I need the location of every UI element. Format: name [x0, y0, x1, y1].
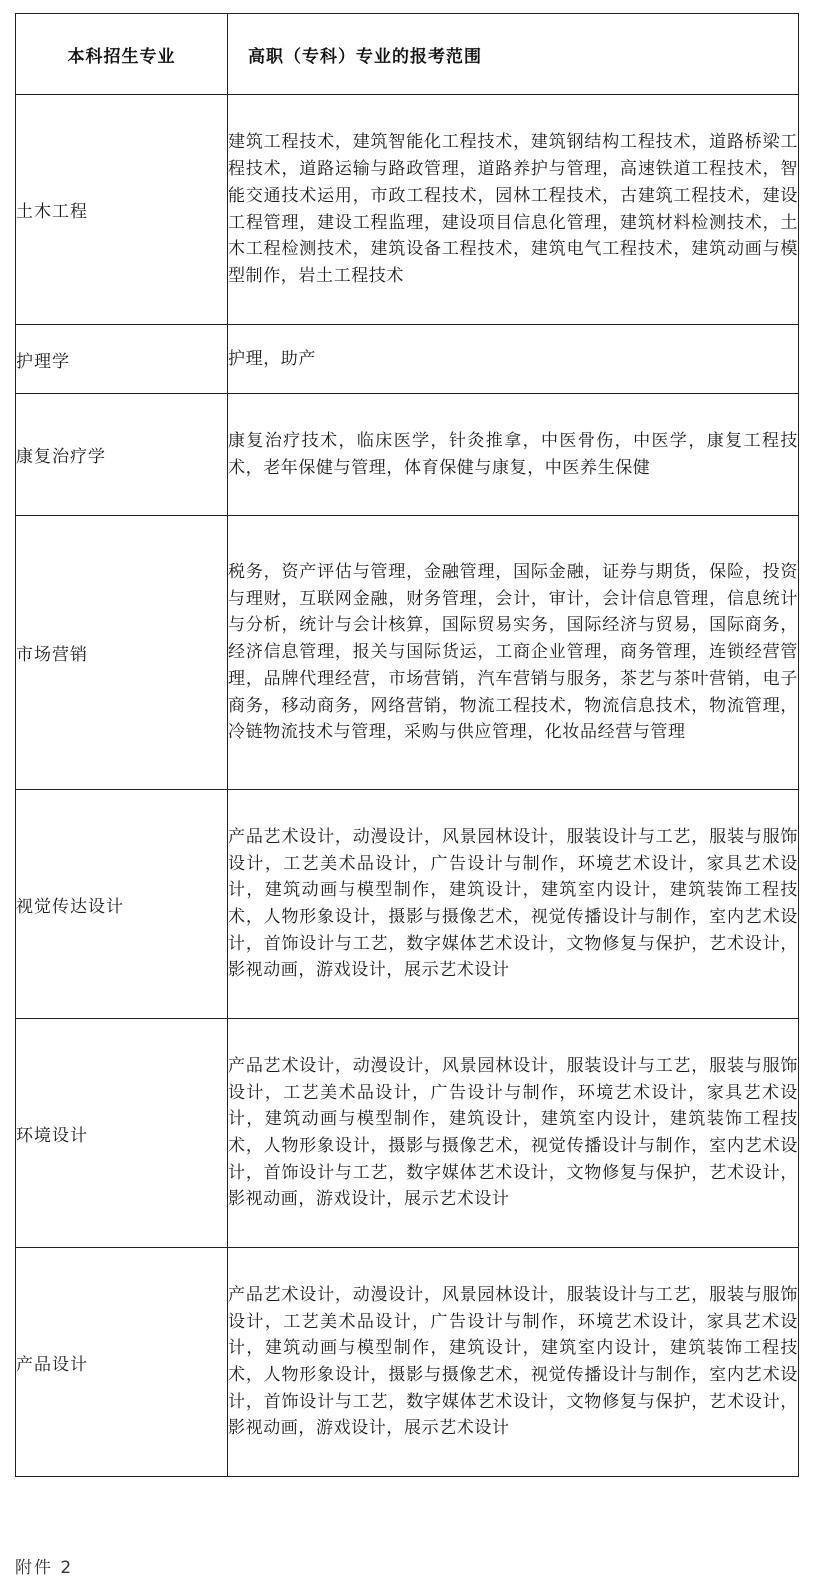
table-row	[16, 394, 799, 516]
table-row	[16, 790, 799, 1019]
scope-cell: 税务，资产评估与管理，金融管理，国际金融，证券与期货，保险，投资与理财，互联网金融，财务管理，会计，审计，会计信息管理，信息统计与分析，统计与会计核算，国际贸易实务，国际经济与贸易，国际商务，经济信息管理，报关与国际货运，工商企业管理，商务管理，连锁经营管理，品牌代理经营，市场营销，汽车营销与服务，茶艺与茶叶营销，电子商务，移动商务，网络营销，物流工程技术，物流信息技术，物流管理，冷链物流技术与管理，采购与供应管理，化妆品经营与管理	[228, 516, 799, 790]
scope-cell: 护理，助产	[228, 325, 799, 394]
scope-cell: 产品艺术设计，动漫设计，风景园林设计，服装设计与工艺，服装与服饰设计，工艺美术品设计，广告设计与制作，环境艺术设计，家具艺术设计，建筑动画与模型制作，建筑设计，建筑室内设计，建筑装饰工程技术，人物形象设计，摄影与摄像艺术，视觉传播设计与制作，室内艺术设计，首饰设计与工艺，数字媒体艺术设计，文物修复与保护，艺术设计，影视动画，游戏设计，展示艺术设计	[228, 790, 799, 1019]
major-cell: 视觉传达设计	[16, 790, 228, 1019]
scope-cell: 康复治疗技术，临床医学，针灸推拿，中医骨伤，中医学，康复工程技术，老年保健与管理，体育保健与康复，中医养生保健	[228, 394, 799, 516]
majors-table	[15, 13, 799, 1477]
appendix-label-partial: 附件 2	[15, 1558, 74, 1578]
scope-cell: 建筑工程技术，建筑智能化工程技术，建筑钢结构工程技术，道路桥梁工程技术，道路运输与路政管理，道路养护与管理，高速铁道工程技术，智能交通技术运用，市政工程技术，园林工程技术，古建筑工程技术，建设工程管理，建设工程监理，建设项目信息化管理，建筑材料检测技术，土木工程检测技术，建筑设备工程技术，建筑电气工程技术，建筑动画与模型制作，岩土工程技术	[228, 95, 799, 325]
header-undergraduate-major: 本科招生专业	[16, 14, 228, 95]
table-header-row	[16, 14, 799, 95]
major-cell: 护理学	[16, 325, 228, 394]
scope-cell: 产品艺术设计，动漫设计，风景园林设计，服装设计与工艺，服装与服饰设计，工艺美术品设计，广告设计与制作，环境艺术设计，家具艺术设计，建筑动画与模型制作，建筑设计，建筑室内设计，建筑装饰工程技术，人物形象设计，摄影与摄像艺术，视觉传播设计与制作，室内艺术设计，首饰设计与工艺，数字媒体艺术设计，文物修复与保护，艺术设计，影视动画，游戏设计，展示艺术设计	[228, 1248, 799, 1477]
table-row	[16, 325, 799, 394]
major-cell: 土木工程	[16, 95, 228, 325]
table-row	[16, 1019, 799, 1248]
table-row	[16, 1248, 799, 1477]
table-row	[16, 516, 799, 790]
major-cell: 康复治疗学	[16, 394, 228, 516]
scope-cell: 产品艺术设计，动漫设计，风景园林设计，服装设计与工艺，服装与服饰设计，工艺美术品设计，广告设计与制作，环境艺术设计，家具艺术设计，建筑动画与模型制作，建筑设计，建筑室内设计，建筑装饰工程技术，人物形象设计，摄影与摄像艺术，视觉传播设计与制作，室内艺术设计，首饰设计与工艺，数字媒体艺术设计，文物修复与保护，艺术设计，影视动画，游戏设计，展示艺术设计	[228, 1019, 799, 1248]
major-cell: 环境设计	[16, 1019, 228, 1248]
major-cell: 产品设计	[16, 1248, 228, 1477]
major-cell: 市场营销	[16, 516, 228, 790]
header-application-scope: 高职（专科）专业的报考范围	[228, 14, 799, 95]
table-row	[16, 95, 799, 325]
